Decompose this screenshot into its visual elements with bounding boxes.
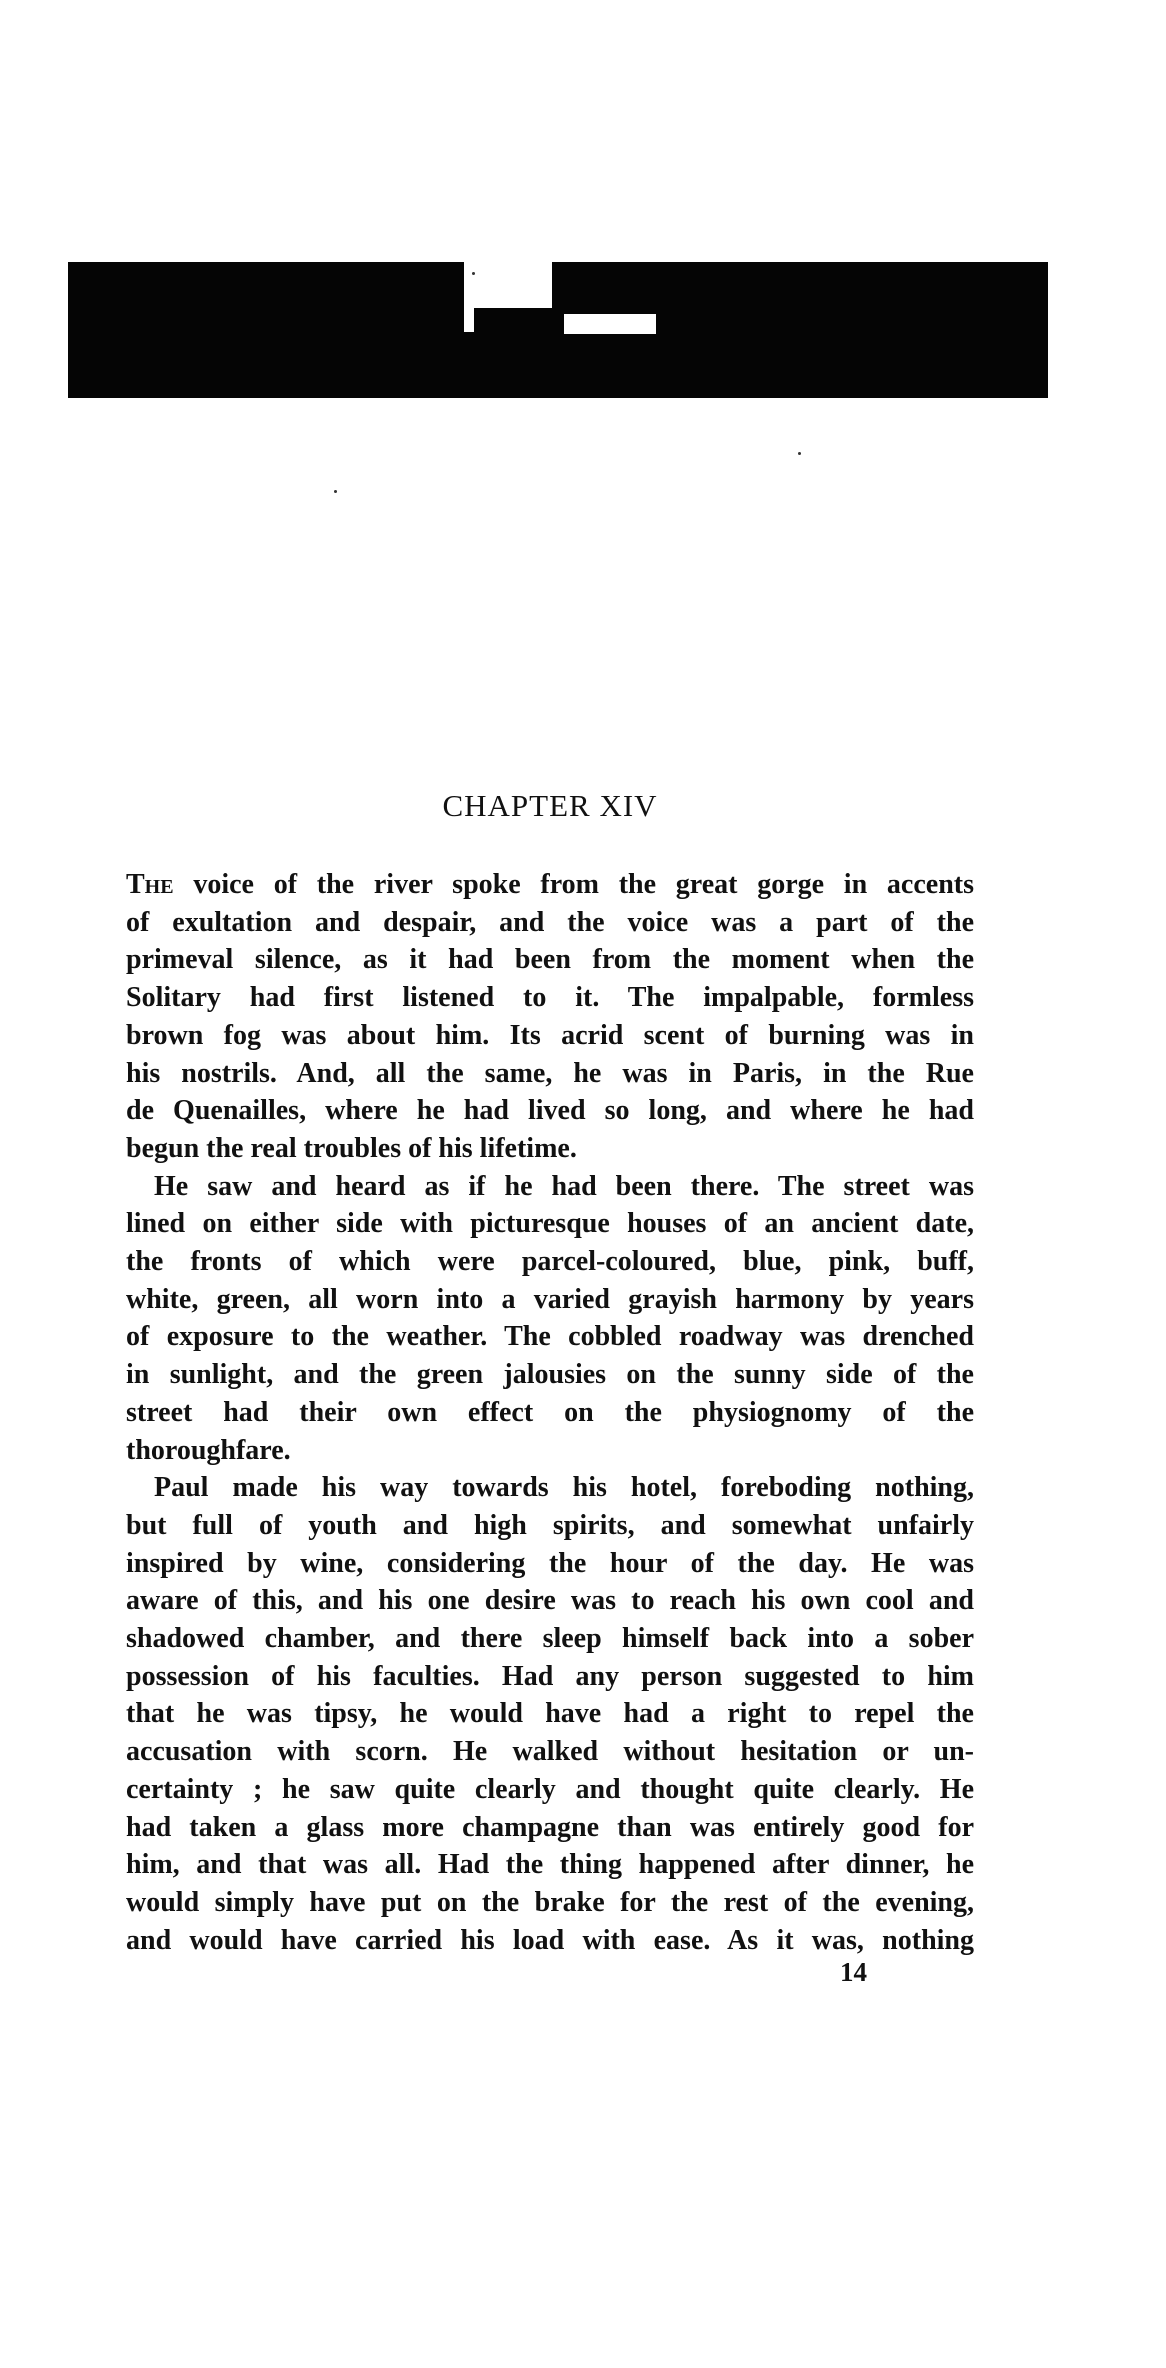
chapter-body [126,866,974,1959]
text-line: lined on either side with picturesque houses of an ancient date, [126,1208,974,1240]
scanned-header-band [68,262,1048,398]
text-line: He saw and heard as if he had been there. The street was [154,1170,974,1202]
text-line: possession of his faculties. Had any person suggested to him [126,1660,974,1692]
text-line: The voice of the river spoke from the great gorge in accents [126,869,974,900]
scan-artifact [464,262,552,308]
text-line: de Quenailles, where he had lived so long, and where he had [126,1095,974,1127]
text-line: begun the real troubles of his lifetime. [126,1132,577,1164]
scan-artifact [464,308,474,332]
text-line: primeval silence, as it had been from the moment when the [126,944,974,976]
scan-speck [334,490,337,493]
text-line: brown fog was about him. Its acrid scent of burning was in [126,1019,974,1051]
paragraph-3 [126,1469,974,1959]
paragraph-2 [126,1168,974,1470]
text-line: that he was tipsy, he would have had a right to repel the [126,1698,974,1730]
scan-speck [472,272,475,275]
paragraph-1 [126,866,974,1168]
drop-word: The [126,869,174,900]
text-line: of exultation and despair, and the voice was a part of the [126,906,974,938]
text-line: of exposure to the weather. The cobbled roadway was drenched [126,1321,974,1353]
scan-speck [798,452,801,455]
scan-artifact [564,314,656,334]
text-line: thoroughfare. [126,1434,291,1466]
text-line: certainty ; he saw quite clearly and thought quite clearly. He [126,1773,974,1805]
text-line: in sunlight, and the green jalousies on the sunny side of the [126,1359,974,1391]
text-line: the fronts of which were parcel-coloured, blue, pink, buff, [126,1246,974,1278]
text-line: his nostrils. And, all the same, he was in Paris, in the Rue [126,1057,974,1089]
page-number: 14 [840,1957,867,1987]
text-line: had taken a glass more champagne than was entirely good for [126,1811,974,1843]
text-line: would simply have put on the brake for the rest of the evening, [126,1886,974,1918]
text-line: inspired by wine, considering the hour of the day. He was [126,1547,974,1579]
text-line: and would have carried his load with ease. As it was, nothing [126,1924,974,1956]
text-line: aware of this, and his one desire was to reach his own cool and [126,1585,974,1617]
chapter-title: CHAPTER XIV [442,788,658,823]
text-line: accusation with scorn. He walked without hesitation or un- [126,1736,974,1768]
text-line: white, green, all worn into a varied grayish harmony by years [126,1283,974,1315]
text-line: shadowed chamber, and there sleep himself back into a sober [126,1623,974,1655]
text-line: Paul made his way towards his hotel, foreboding nothing, [154,1472,974,1504]
text-line: street had their own effect on the physiognomy of the [126,1396,974,1428]
text-line: but full of youth and high spirits, and somewhat unfairly [126,1509,974,1541]
text-line: Solitary had first listened to it. The impalpable, formless [126,982,974,1014]
text-line: him, and that was all. Had the thing happened after dinner, he [126,1849,974,1881]
